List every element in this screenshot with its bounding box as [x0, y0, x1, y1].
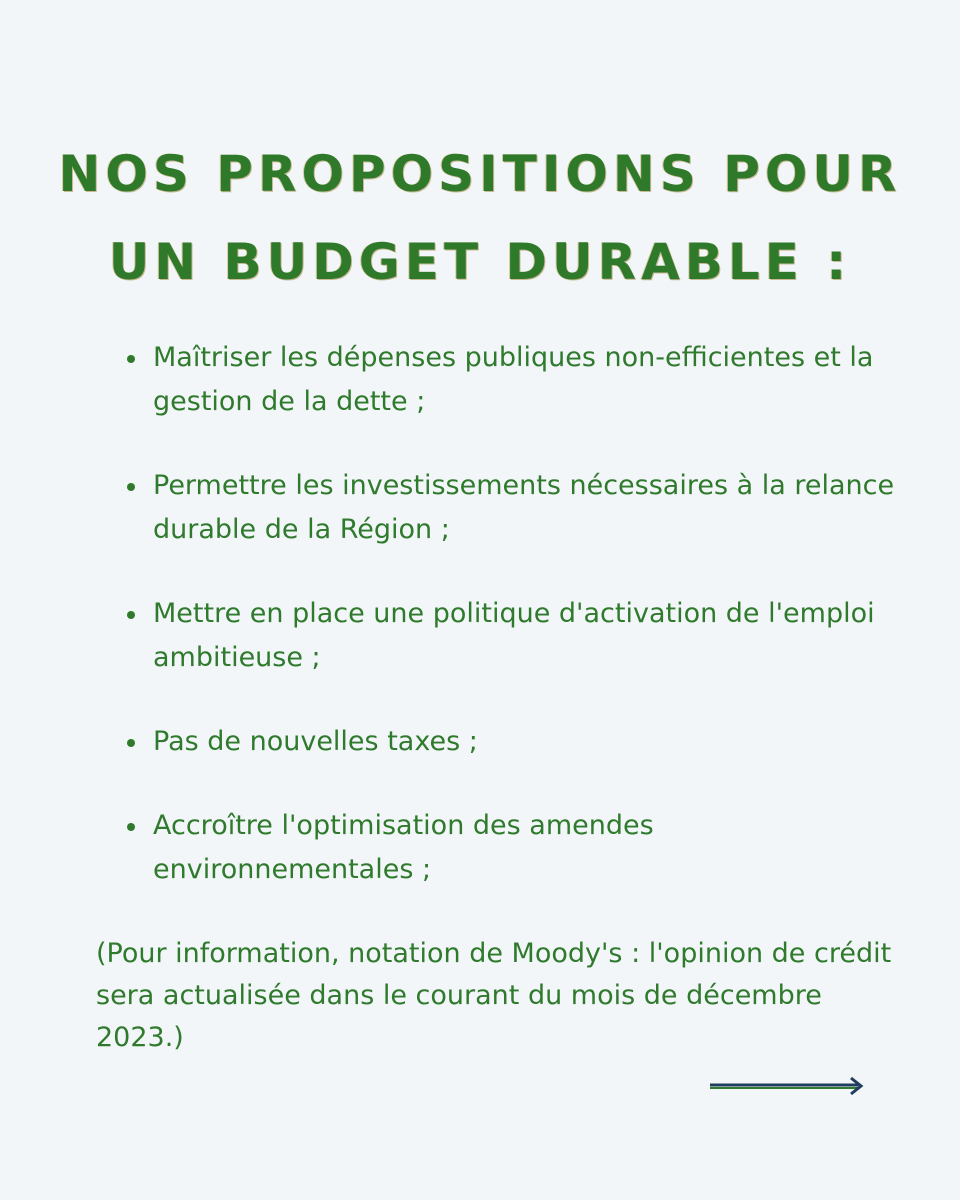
list-item [125, 592, 905, 680]
bullet-dot-icon [127, 355, 135, 363]
list-item-text: Permettre les investissements nécessaires à la relance durable de la Région ; [153, 470, 895, 545]
list-item [125, 464, 905, 552]
moodys-note: (Pour information, notation de Moody's : l'opinion de crédit sera actualisée dans le courant du mois de décembre 2023.) [96, 938, 892, 1053]
list-item-text: Accroître l'optimisation des amendes environnementales ; [153, 810, 654, 885]
list-item-text: Pas de nouvelles taxes ; [153, 726, 478, 757]
title-line-2: UN BUDGET DURABLE : [108, 233, 852, 291]
list-item [125, 720, 905, 764]
title-line-1: NOS PROPOSITIONS POUR [58, 145, 902, 203]
list-item-text: Mettre en place une politique d'activation de l'emploi ambitieuse ; [153, 598, 875, 673]
list-item [125, 336, 905, 424]
bullet-dot-icon [127, 483, 135, 491]
bullet-dot-icon [127, 823, 135, 831]
bullet-dot-icon [127, 611, 135, 619]
list-item-text: Maîtriser les dépenses publiques non-efficientes et la gestion de la dette ; [153, 342, 874, 417]
list-item [125, 804, 905, 892]
page-title [0, 130, 960, 306]
bullet-dot-icon [127, 739, 135, 747]
proposals-list [125, 336, 905, 932]
arrow-right-icon[interactable] [708, 1074, 868, 1098]
